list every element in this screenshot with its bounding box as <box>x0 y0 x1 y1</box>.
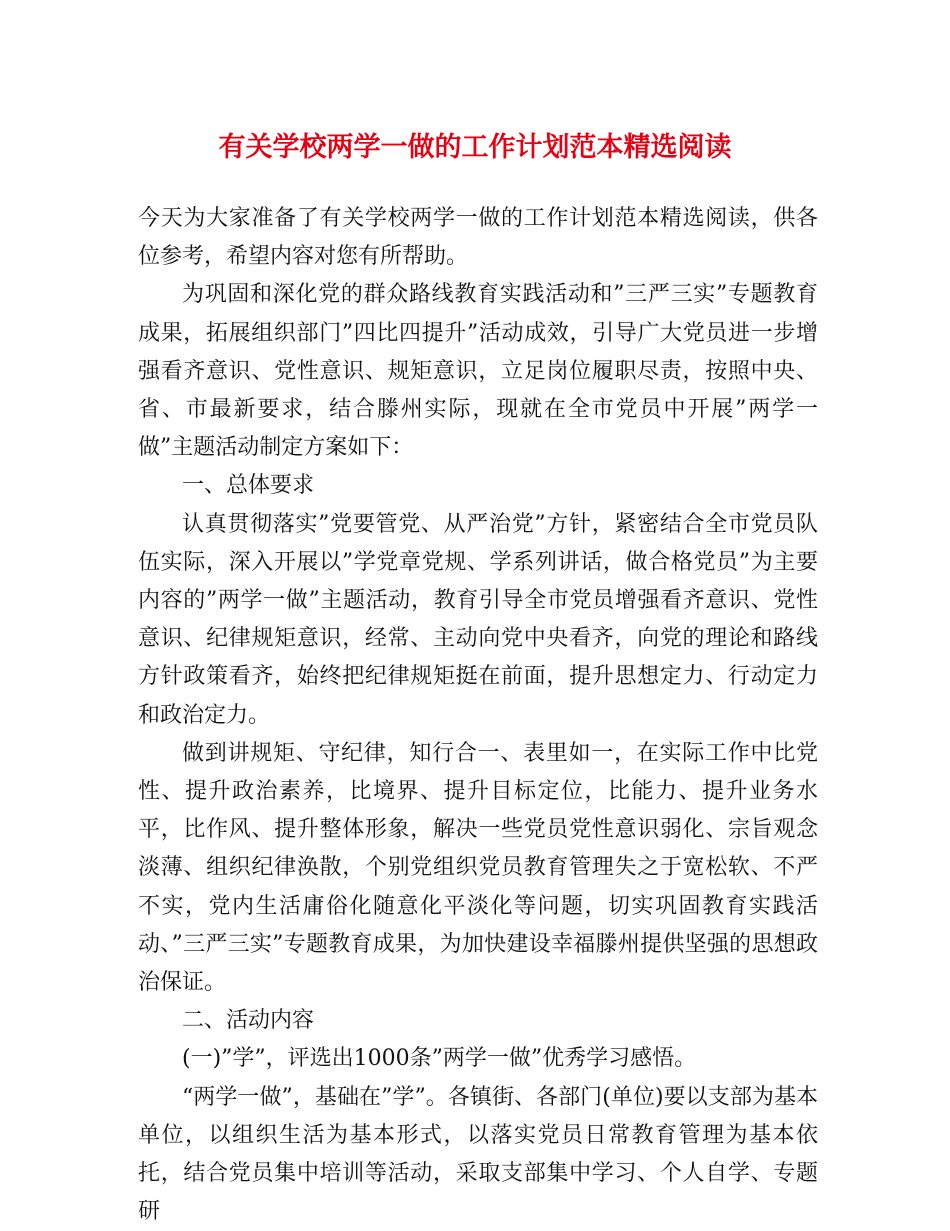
document-body <box>138 200 818 1231</box>
document-title: 有关学校两学一做的工作计划范本精选阅读 <box>218 132 732 163</box>
paragraph: 认真贯彻落实”党要管党、从严治党”方针，紧密结合全市党员队伍实际，深入开展以”学党章党规、学系列讲话，做合格党员”为主要内容的”两学一做”主题活动，教育引导全市党员增强看齐意识、党性意识、纪律规矩意识，经常、主动向党中央看齐，向党的理论和路线方针政策看齐，始终把纪律规矩挺在前面，提升思想定力、行动定力和政治定力。 <box>138 511 818 728</box>
section-heading: 二、活动内容 <box>182 1008 315 1034</box>
paragraph: 做到讲规矩、守纪律，知行合一、表里如一，在实际工作中比党性、提升政治素养，比境界、提升目标定位，比能力、提升业务水平，比作风、提升整体形象，解决一些党员党性意识弱化、宗旨观念淡薄、组织纪律涣散，个别党组织党员教育管理失之于宽松软、不严不实，党内生活庸俗化随意化平淡化等问题，切实巩固教育实践活动、”三严三实”专题教育成果，为加快建设幸福滕州提供坚强的思想政治保证。 <box>138 740 818 996</box>
paragraph: 为巩固和深化党的群众路线教育实践活动和”三严三实”专题教育成果，拓展组织部门”四比四提升”活动成效，引导广大党员进一步增强看齐意识、党性意识、规矩意识，立足岗位履职尽责，按照中央、省、市最新要求，结合滕州实际，现就在全市党员中开展”两学一做”主题活动制定方案如下： <box>138 282 818 461</box>
subsection-heading: (一)”学”，评选出1000条”两学一做”优秀学习感悟。 <box>182 1046 697 1072</box>
section-heading: 一、总体要求 <box>182 473 315 499</box>
paragraph: 今天为大家准备了有关学校两学一做的工作计划范本精选阅读，供各位参考，希望内容对您有所帮助。 <box>138 206 818 270</box>
paragraph: “两学一做”，基础在”学”。各镇街、各部门(单位)要以支部为基本单位，以组织生活为基本形式，以落实党员日常教育管理为基本依托，结合党员集中培训等活动，采取支部集中学习、个人自学、专题研 <box>138 1084 819 1225</box>
